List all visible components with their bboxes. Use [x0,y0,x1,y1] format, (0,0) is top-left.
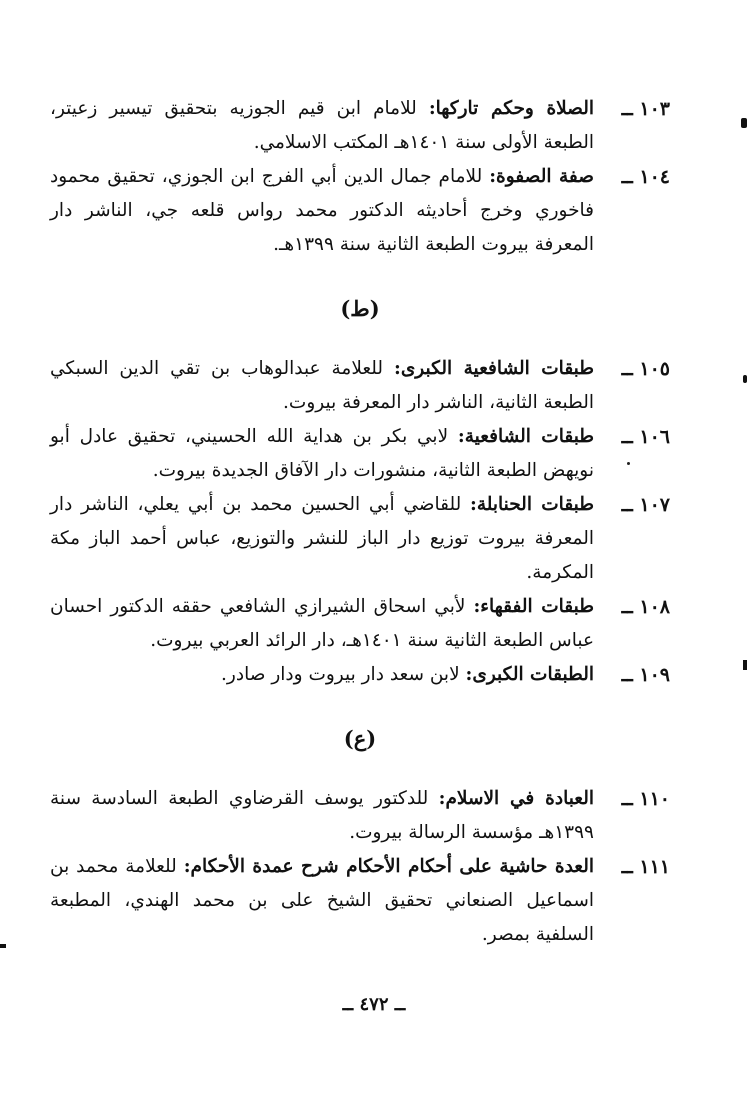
bibliography-entry-107 [50,488,670,590]
bibliography-entry-109 [50,658,670,692]
entry-title: صفة الصفوة: [489,166,594,187]
entry-text: للامام ابن قيم الجوزيه بتحقيق تيسير زعيتر، الطبعة الأولى سنة ١٤٠١هـ المكتب الاسلامي. [50,98,594,153]
entry-title: طبقات الحنابلة: [470,494,594,515]
entry-number: ١٠٥ ــ [621,358,670,380]
scan-speck [627,462,630,465]
scan-margin-mark [743,660,747,670]
entry-body [50,488,594,590]
entry-number: ١٠٣ ــ [621,98,670,120]
entry-body [50,658,594,692]
entry-title: العدة حاشية على أحكام الأحكام شرح عمدة الأحكام: [183,856,594,877]
entry-title: طبقات الشافعية الكبرى: [394,358,594,379]
bibliography-entry-110 [50,782,670,850]
entry-number: ١٠٩ ــ [621,664,670,686]
entry-text: للامام جمال الدين أبي الفرج ابن الجوزي، تحقيق محمود فاخوري وخرج أحاديثه الدكتور محمد رواس قلعه جي، الناشر دار المعرفة بيروت الطبعة الثانية سنة ١٣٩٩هـ. [50,166,594,255]
entry-body [50,850,594,952]
page-number: ــ ٤٧٢ ــ [342,994,406,1015]
entry-text: للعلامة عبدالوهاب بن تقي الدين السبكي الطبعة الثانية، الناشر دار المعرفة بيروت. [50,358,594,413]
entry-body [50,92,594,160]
entry-number: ١١٠ ــ [621,788,670,810]
bibliography-entry-106 [50,420,670,488]
entry-text: لأبي اسحاق الشيرازي الشافعي حققه الدكتور احسان عباس الطبعة الثانية سنة ١٤٠١هـ، دار الرائد العربي بيروت. [50,596,594,651]
bibliography-entry-104 [50,160,670,262]
entry-body [50,160,594,262]
entry-number: ١٠٧ ــ [621,494,670,516]
bibliography-entry-108 [50,590,670,658]
entry-title: طبقات الشافعية: [457,426,594,447]
entry-text: لابي بكر بن هداية الله الحسيني، تحقيق عادل أبو نويهض الطبعة الثانية، منشورات دار الآفاق الجديدة بيروت. [50,426,594,481]
entry-title: العبادة في الاسلام: [438,788,594,809]
entry-number: ١١١ ــ [621,856,670,878]
entry-number: ١٠٨ ــ [621,596,670,618]
entry-text: للعلامة محمد بن اسماعيل الصنعاني تحقيق الشيخ على بن محمد الهندي، المطبعة السلفية بمصر. [50,856,594,945]
entry-number: ١٠٦ ــ [621,426,670,448]
entry-body [50,590,594,658]
scan-margin-mark [0,944,6,948]
entry-body [50,420,594,488]
entry-title: طبقات الفقهاء: [473,596,594,617]
entry-number: ١٠٤ ــ [621,166,670,188]
section-heading-ayn: (ع) [343,726,377,751]
entry-body [50,782,594,850]
scan-margin-mark [741,118,747,128]
entry-text: للقاضي أبي الحسين محمد بن أبي يعلي، الناشر دار المعرفة بيروت توزيع دار الباز للنشر والتوزيع، عباس أحمد الباز مكة المكرمة. [50,494,594,583]
section-heading-ta: (ط) [340,296,380,321]
entry-title: الطبقات الكبرى: [465,664,594,685]
bibliography-entry-105 [50,352,670,420]
entry-body [50,352,594,420]
bibliography-entry-111 [50,850,670,952]
scan-margin-mark [743,375,747,383]
entry-title: الصلاة وحكم تاركها: [428,98,595,119]
bibliography-list [50,92,670,952]
entry-text: لابن سعد دار بيروت ودار صادر. [221,664,460,685]
bibliography-entry-103 [50,92,670,160]
entry-text: للدكتور يوسف القرضاوي الطبعة السادسة سنة ١٣٩٩هـ مؤسسة الرسالة بيروت. [50,788,594,843]
